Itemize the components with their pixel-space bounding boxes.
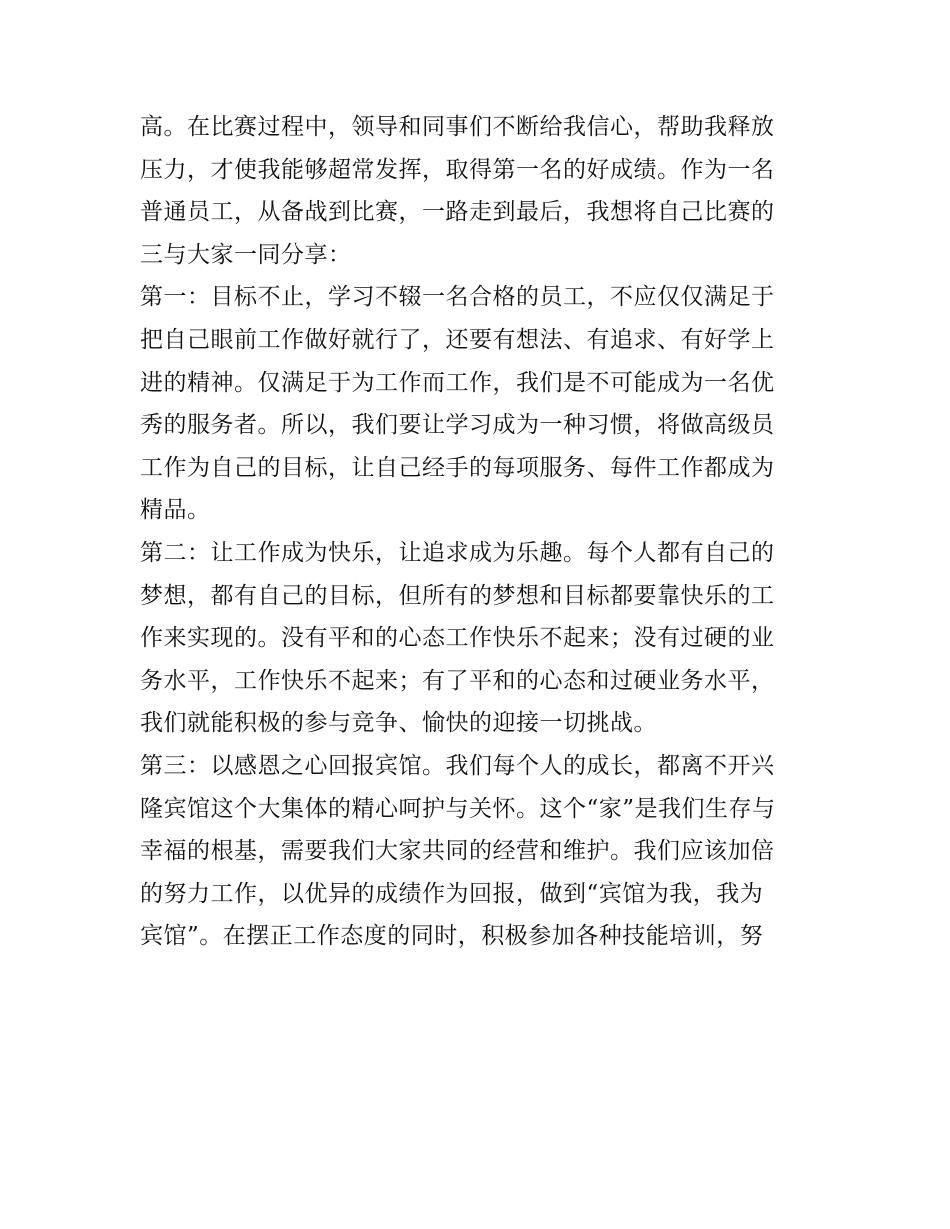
body-text [140, 106, 812, 958]
text-line: 务水平，工作快乐不起来；有了平和的心态和过硬业务水平， [140, 667, 775, 694]
text-line: 把自己眼前工作做好就行了，还要有想法、有追求、有好学上 [140, 326, 775, 353]
text-line: 进的精神。仅满足于为工作而工作，我们是不可能成为一名优 [140, 369, 775, 396]
section-three-heading-line: 第三：以感恩之心回报宾馆。我们每个人的成长，都离不开兴 [140, 752, 775, 779]
text-line: 三与大家一同分享： [140, 241, 352, 268]
text-line: 隆宾馆这个大集体的精心呵护与关怀。这个“家”是我们生存与 [140, 795, 776, 822]
section-one-heading-line: 第一：目标不止，学习不辍一名合格的员工，不应仅仅满足于 [140, 284, 775, 311]
text-line: 普通员工，从备战到比赛，一路走到最后，我想将自己比赛的 [140, 199, 775, 226]
text-line: 秀的服务者。所以，我们要让学习成为一种习惯，将做高级员 [140, 412, 775, 439]
text-line: 作来实现的。没有平和的心态工作快乐不起来；没有过硬的业 [140, 625, 775, 652]
text-line: 高。在比赛过程中，领导和同事们不断给我信心，帮助我释放 [140, 114, 775, 140]
section-two-heading-line: 第二：让工作成为快乐，让追求成为乐趣。每个人都有自己的 [140, 539, 775, 566]
text-line: 宾馆”。在摆正工作态度的同时，积极参加各种技能培训，努 [140, 923, 764, 950]
text-line: 梦想，都有自己的目标，但所有的梦想和目标都要靠快乐的工 [140, 582, 775, 609]
text-line: 工作为自己的目标，让自己经手的每项服务、每件工作都成为 [140, 454, 775, 481]
text-line: 压力，才使我能够超常发挥，取得第一名的好成绩。作为一名 [140, 156, 775, 183]
text-line: 精品。 [140, 497, 211, 524]
text-line: 的努力工作，以优异的成绩作为回报，做到“宾馆为我，我为 [140, 880, 764, 907]
text-line: 幸福的根基，需要我们大家共同的经营和维护。我们应该加倍 [140, 838, 775, 865]
text-line: 我们就能积极的参与竞争、愉快的迎接一切挑战。 [140, 710, 657, 737]
